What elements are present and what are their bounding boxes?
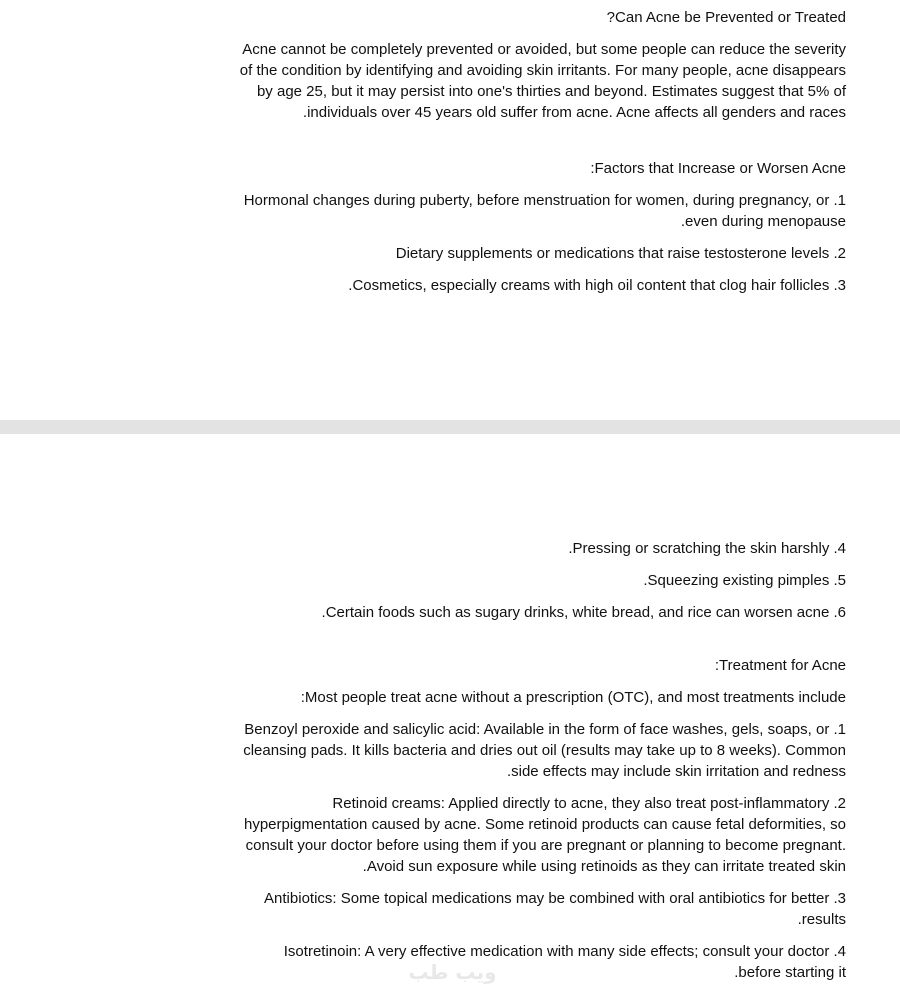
document-page-1 — [0, 0, 900, 420]
text-line: Antibiotics: Some topical medications may be combined with oral antibiotics for better .3 — [264, 890, 846, 907]
intro-paragraph — [60, 39, 846, 123]
text-line: .Cosmetics, especially creams with high oil content that clog hair follicles .3 — [348, 277, 846, 294]
list-item — [60, 888, 846, 930]
text-line: .before starting it — [734, 964, 846, 981]
list-item — [60, 190, 846, 232]
text-line: Dietary supplements or medications that raise testosterone levels .2 — [395, 245, 846, 262]
factors-heading: :Factors that Increase or Worsen Acne — [590, 160, 846, 177]
list-item — [60, 719, 846, 782]
text-line: cleansing pads. It kills bacteria and dries out oil (results may take up to 8 weeks). Common — [243, 742, 846, 759]
text-line: Hormonal changes during puberty, before menstruation for women, during pregnancy, or .1 — [243, 192, 846, 209]
text-line: .side effects may include skin irritation and redness — [506, 763, 846, 780]
document-page-2 — [0, 434, 900, 1000]
text-line: .Certain foods such as sugary drinks, white bread, and rice can worsen acne .6 — [321, 604, 846, 621]
list-item — [60, 570, 846, 591]
treatment-intro: :Most people treat acne without a prescription (OTC), and most treatments include — [300, 689, 846, 706]
text-line: hyperpigmentation caused by acne. Some retinoid products can cause fetal deformities, so — [243, 816, 846, 833]
text-line: .individuals over 45 years old suffer from acne. Acne affects all genders and races — [302, 104, 846, 121]
text-line: Benzoyl peroxide and salicylic acid: Available in the form of face washes, gels, soaps, or .1 — [244, 721, 846, 738]
text-line: .Squeezing existing pimples .5 — [643, 572, 846, 589]
list-item — [60, 538, 846, 559]
text-line: of the condition by identifying and avoiding skin irritants. For many people, acne disappears — [239, 62, 846, 79]
text-line: .Pressing or scratching the skin harshly .4 — [568, 540, 846, 557]
text-line: Isotretinoin: A very effective medication with many side effects; consult your doctor .4 — [283, 943, 846, 960]
list-item — [60, 793, 846, 877]
watermark-logo: ويب طب — [408, 960, 497, 984]
text-line: .results — [797, 911, 846, 928]
list-item — [60, 243, 846, 264]
page-2-content — [60, 538, 846, 983]
treatment-heading: :Treatment for Acne — [714, 657, 846, 674]
text-line: .Avoid sun exposure while using retinoids as they can irritate treated skin — [362, 858, 846, 875]
page-1-content — [60, 7, 846, 296]
page-separator — [0, 420, 900, 434]
text-line: by age 25, but it may persist into one's thirties and beyond. Estimates suggest that 5% of — [256, 83, 846, 100]
list-item — [60, 275, 846, 296]
list-item — [60, 602, 846, 623]
text-line: .even during menopause — [680, 213, 846, 230]
text-line: consult your doctor before using them if you are pregnant or planning to become pregnant. — [245, 837, 846, 854]
text-line: Retinoid creams: Applied directly to acne, they also treat post-inflammatory .2 — [332, 795, 846, 812]
text-line: Acne cannot be completely prevented or avoided, but some people can reduce the severity — [242, 41, 846, 58]
section-title: ?Can Acne be Prevented or Treated — [606, 9, 846, 26]
